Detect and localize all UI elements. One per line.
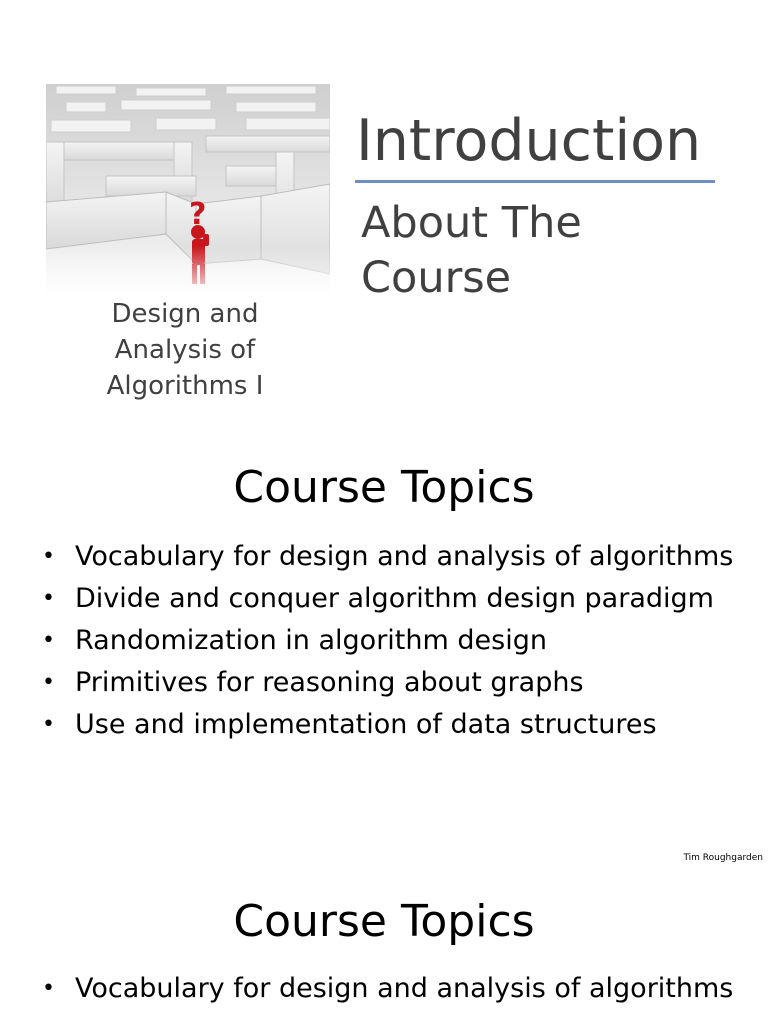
bullet-icon: • bbox=[42, 712, 55, 737]
title-slide bbox=[0, 0, 768, 432]
course-name-caption: Design and Analysis of Algorithms I bbox=[106, 299, 264, 401]
maze-image bbox=[46, 84, 330, 300]
list-item-text: Use and implementation of data structures bbox=[75, 709, 657, 740]
list-item bbox=[42, 624, 742, 658]
list-item bbox=[42, 708, 742, 742]
list-item bbox=[42, 582, 742, 616]
bullet-icon: • bbox=[42, 544, 55, 569]
list-item-text: Randomization in algorithm design bbox=[75, 625, 547, 656]
slide-subtitle: About The Course bbox=[361, 198, 582, 303]
topic-list bbox=[42, 540, 742, 750]
bullet-icon: • bbox=[42, 586, 55, 611]
course-topics-slide-continued bbox=[0, 872, 768, 1024]
list-item-text: Divide and conquer algorithm design paradigm bbox=[75, 583, 714, 614]
maze-illustration bbox=[46, 84, 330, 300]
bullet-icon: • bbox=[42, 628, 55, 653]
slide-title: Introduction bbox=[356, 108, 702, 174]
list-item bbox=[42, 540, 742, 574]
bullet-icon: • bbox=[42, 670, 55, 695]
course-topics-slide bbox=[0, 432, 768, 872]
list-item bbox=[42, 666, 742, 700]
slide-title: Course Topics bbox=[233, 896, 535, 947]
topic-list bbox=[42, 972, 742, 1014]
title-divider bbox=[355, 180, 715, 183]
slide-title: Course Topics bbox=[233, 462, 535, 513]
list-item-text: Vocabulary for design and analysis of algorithms bbox=[75, 973, 734, 1004]
list-item-text: Primitives for reasoning about graphs bbox=[75, 667, 584, 698]
slide-footer-author: Tim Roughgarden bbox=[683, 853, 763, 863]
bullet-icon: • bbox=[42, 976, 55, 1001]
list-item bbox=[42, 972, 742, 1006]
list-item-text: Vocabulary for design and analysis of algorithms bbox=[75, 541, 734, 572]
